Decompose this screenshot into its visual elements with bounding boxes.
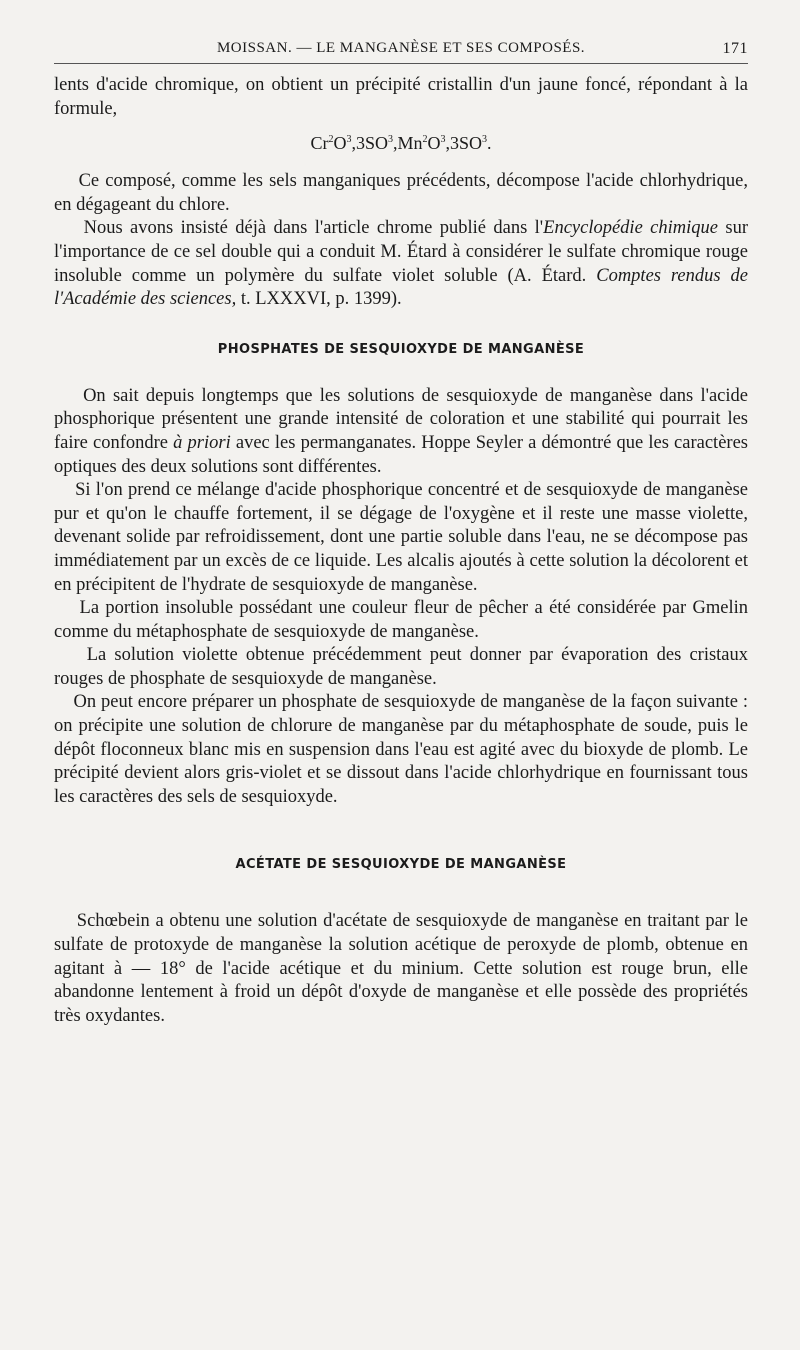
running-head [54,40,748,64]
phosphates-paragraph-1: On sait depuis longtemps que les solutions de sesquioxyde de manganèse dans l'acide phosphorique présentent une grande intensité de coloration et une stabilité qui pourrait les faire confondre à priori avec les permanganates. Hoppe Seyler a démontré que les caractères optiques des deux solutions sont différentes. [54,385,748,477]
acetate-paragraph-1: Schœbein a obtenu une solution d'acétate de sesquioxyde de manganèse en traitant par le sulfate de protoxyde de manganèse la solution acétique de peroxyde de plomb, obtenue en agitant à — 18° de l'acide acétique et du minium. Cette solution est rouge brun, elle abandonne lentement à froid un dépôt d'oxyde de manganèse et elle possède des propriétés très oxydantes. [54,911,749,1026]
phosphates-paragraph-3: La portion insoluble possédant une couleur fleur de pêcher a été considérée par Gmelin comme du métaphosphate de sesquioxyde de manganèse. [54,598,749,642]
phosphates-paragraph-4: La solution violette obtenue précédemment peut donner par évaporation des cristaux rouges de phosphate de sesquioxyde de manganèse. [54,645,749,689]
page-number: 171 [722,40,748,57]
phosphates-paragraph-5: On peut encore préparer un phosphate de sesquioxyde de manganèse de la façon suivante : on précipite une solution de chlorure de manganèse par du métaphosphate de soude, puis le dépôt floconneux blanc mis en suspension dans l'eau est agité avec du bioxyde de plomb. Le précipité devient alors gris-violet et se dissout dans l'acide chlorhydrique en fournissant tous les caractères des sels de sesquioxyde. [54,692,749,807]
running-title: MOISSAN. — LE MANGANÈSE ET SES COMPOSÉS. [216,40,586,56]
phosphates-paragraph-2: Si l'on prend ce mélange d'acide phosphorique concentré et de sesquioxyde de manganèse pur et qu'on le chauffe fortement, il se dégage de l'oxygène et il reste une masse violette, devenant solide par refroidissement, dont une partie soluble dans l'eau, ne se décompose pas immédiatement par un excès de ce liquide. Les alcalis ajoutés à cette solution la décolorent et en précipitent de l'hydrate de sesquioxyde de manganèse. [54,480,748,595]
intro-paragraph-3: Nous avons insisté déjà dans l'article chrome publié dans l'Encyclopédie chimique sur l'importance de ce sel double qui a conduit M. Étard à considérer le sulfate chromique rouge insoluble comme un polymère du sulfate violet soluble (A. Étard. Comptes rendus de l'Académie des sciences, t. LXXXVI, p. 1399). [54,218,748,310]
section-heading-phosphates: PHOSPHATES DE SESQUIOXYDE DE MANGANÈSE [217,341,585,357]
intro-paragraph-1: lents d'acide chromique, on obtient un précipité cristallin d'un jaune foncé, répondant à la formule, [54,75,748,119]
intro-paragraph-2: Ce composé, comme les sels manganiques précédents, décompose l'acide chlorhydrique, en dégageant du chlore. [54,171,749,215]
chemical-formula: $Cr^2O^3,3SO^3,Mn^2O^3,3SO^3$. [310,133,492,154]
section-heading-acetate: ACÉTATE DE SESQUIOXYDE DE MANGANÈSE [235,857,567,873]
